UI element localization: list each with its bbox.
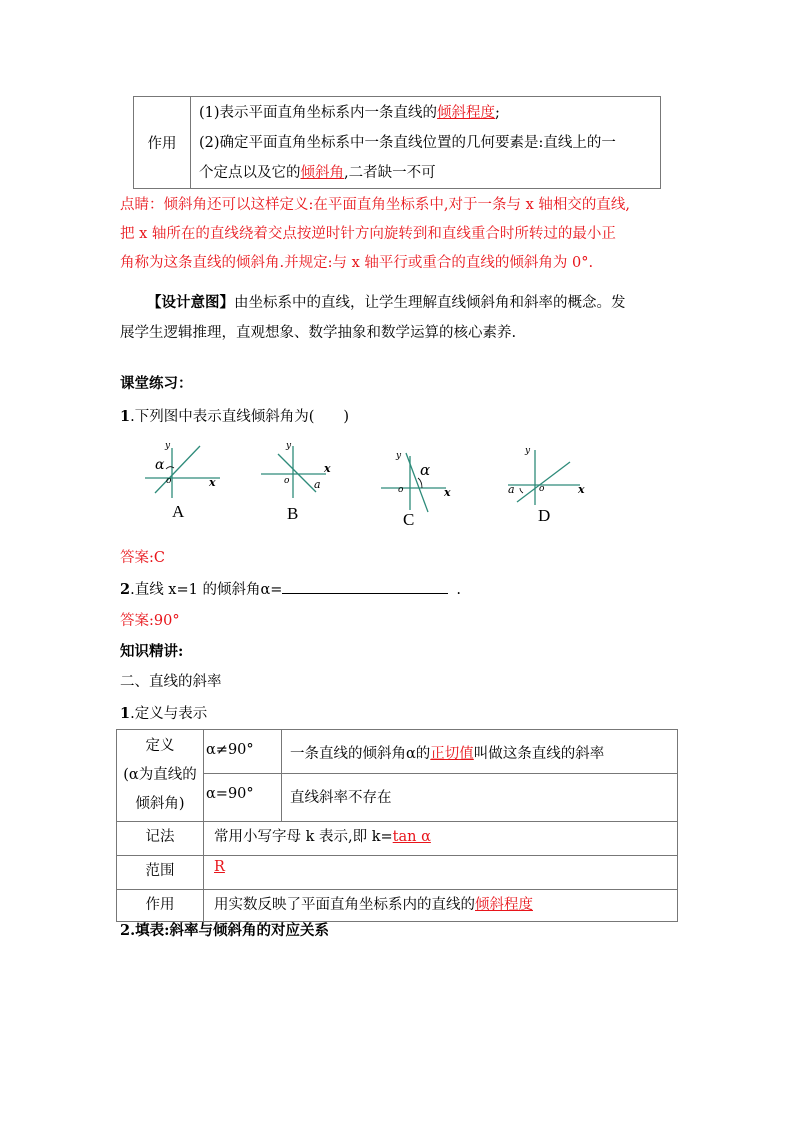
range-cell <box>204 856 678 890</box>
knowledge-heading: 知识精讲: <box>120 643 184 660</box>
usage-label: 作用 <box>147 136 177 152</box>
figure-c: y α o x <box>378 448 468 513</box>
figure-b-label: B <box>287 504 299 523</box>
definition-text-cell-2: 直线斜率不存在 <box>282 774 678 822</box>
usage-label-cell <box>134 97 191 189</box>
question-1: 1.下列图中表示直线倾斜角为( ) <box>120 408 350 425</box>
answer-1: 答案:C <box>120 550 165 566</box>
fill-table-heading: 2.填表:斜率与倾斜角的对应关系 <box>120 922 329 939</box>
condition-cell-1: α≠90° <box>204 730 282 774</box>
underlined-term: 正切值 <box>430 746 474 762</box>
figure-a: y α o x <box>140 438 230 498</box>
usage-content-cell <box>191 97 661 189</box>
subsection-title: 1.定义与表示 <box>120 705 208 722</box>
underlined-term: 倾斜角 <box>300 165 344 181</box>
tip-line-1: 点睛：倾斜角还可以这样定义:在平面直角坐标系中,对于一条与 x 轴相交的直线, <box>120 197 630 213</box>
answer-blank[interactable] <box>282 579 448 594</box>
underlined-term: tan α <box>392 829 431 845</box>
design-line-1: 【设计意图】由坐标系中的直线，让学生理解直线倾斜角和斜率的概念。发 <box>147 294 626 311</box>
figure-a-label: A <box>172 502 185 521</box>
figure-c-label: C <box>403 510 415 529</box>
question-2: 2.直线 x=1 的倾斜角α= . <box>120 581 462 598</box>
notation-label-cell: 记法 <box>117 822 204 856</box>
tip-line-2: 把 x 轴所在的直线绕着交点按逆时针方向旋转到和直线重合时所转过的最小正 <box>120 226 616 242</box>
figure-d-label: D <box>538 506 551 525</box>
definition-text-cell-1: 一条直线的倾斜角α的正切值叫做这条直线的斜率 <box>282 730 678 774</box>
usage-line-1: (1)表示平面直角坐标系内一条直线的倾斜程度; <box>199 105 500 121</box>
design-line-2: 展学生逻辑推理，直观想象、数学抽象和数学运算的核心素养. <box>120 325 517 341</box>
notation-cell: 常用小写字母 k 表示,即 k=tan α <box>204 822 678 856</box>
slope-definition-table <box>116 729 678 922</box>
tip-block <box>120 191 630 278</box>
usage-line-3: 个定点以及它的倾斜角,二者缺一不可 <box>199 165 436 181</box>
use-cell: 用实数反映了平面直角坐标系内的直线的倾斜程度 <box>204 890 678 922</box>
design-tag: 【设计意图】 <box>147 294 234 311</box>
tip-line-3: 角称为这条直线的倾斜角.并规定:与 x 轴平行或重合的直线的倾斜角为 0°. <box>120 255 594 271</box>
use-label-cell: 作用 <box>117 890 204 922</box>
underlined-term: 倾斜程度 <box>437 105 496 121</box>
range-label-cell: 范围 <box>117 856 204 890</box>
condition-cell-2: α=90° <box>204 774 282 822</box>
figure-b: y x o a <box>258 438 348 498</box>
usage-line-2: (2)确定平面直角坐标系中一条直线位置的几何要素是:直线上的一 <box>199 135 616 151</box>
answer-2: 答案:90° <box>120 613 180 629</box>
usage-table <box>133 96 661 189</box>
underlined-term: 倾斜程度 <box>475 897 533 913</box>
underlined-term: R <box>214 859 225 875</box>
figure-d: y a o x <box>505 440 595 505</box>
definition-label-cell: 定义 (α为直线的 倾斜角) <box>117 730 204 822</box>
section-title: 二、直线的斜率 <box>120 674 222 690</box>
practice-heading: 课堂练习： <box>120 375 193 392</box>
